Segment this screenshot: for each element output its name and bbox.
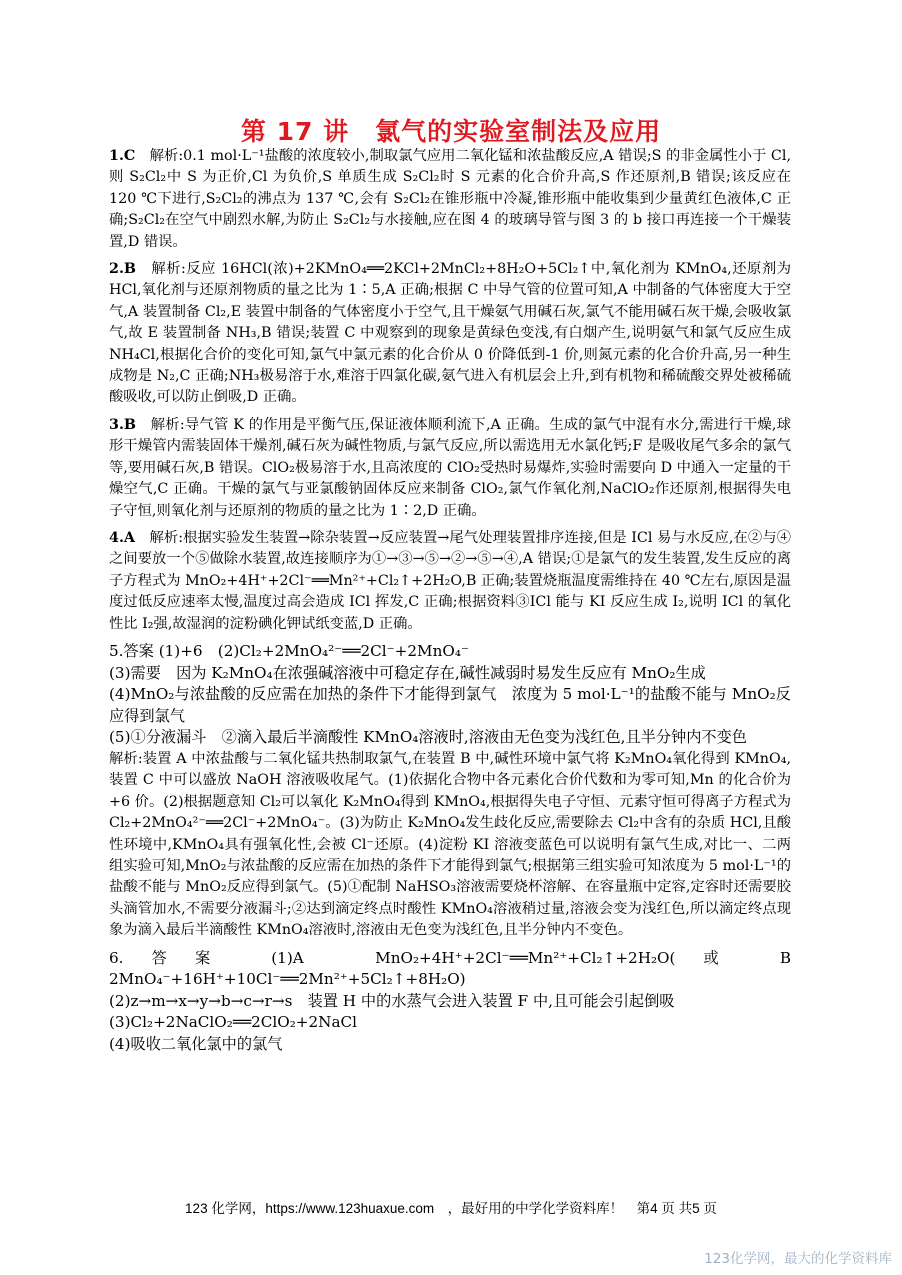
answer5-analysis: 解析:装置 A 中浓盐酸与二氧化锰共热制取氯气,在装置 B 中,碱性环境中氯气将 K₂MnO₄氧化得到 KMnO₄,装置 C 中可以盛放 NaOH 溶液吸收尾气。(1)依据化合物中各元素化合价代数和为零可知,Mn 的化合价为+6 价。(2)根据题意知 Cl₂可以氧化 K₂MnO₄得到 KMnO₄,根据得失电子守恒、元素守恒可得离子方程式为 Cl₂+2MnO₄²⁻══2Cl⁻+2MnO₄⁻。(3)为防止 K₂MnO₄发生歧化反应,需要除去 Cl₂中含有的杂质 HCl,且酸性环境中,KMnO₄具有强氧化性,会被 Cl⁻还原。(4)淀粉 KI 溶液变蓝色可以说明有氯气生成,对比一、二两组实验可知,MnO₂与浓盐酸的反应需在加热的条件下才能得到氯气;根据第三组实验可知浓度为 5 mol·L⁻¹的盐酸不能与 MnO₂反应得到氯气。(5)①配制 NaHSO₃溶液需要烧杯溶解、在容量瓶中定容,定容时还需要胶头滴管加水,不需要分液漏斗;②达到滴定终点时酸性 KMnO₄溶液稍过量,溶液会变为浅红色,所以滴定终点现象为滴入最后半滴酸性 KMnO₄溶液时,溶液由无色变为浅红色,且半分钟内不变色。 [109,750,791,939]
solution-text: 解析:根据实验发生装置→除杂装置→反应装置→尾气处理装置排序连接,但是 ICl 易与水反应,在②与④之间要放一个⑤做除水装置,故连接顺序为①→③→⑤→②→⑤→④,A 错误;①是氯气的发生装置,发生反应的离子方程式为 MnO₂+4H⁺+2Cl⁻══Mn²⁺+Cl₂↑+2H₂O,B 正确;装置烧瓶温度需维持在 40 ℃左右,原因是温度过低反应速率太慢,温度过高会造成 ICl 挥发,C 正确;根据资料③ICl 能与 KI 反应生成 I₂,说明 ICl 的氧化性比 I₂强,故湿润的淀粉碘化钾试纸变蓝,D 正确。 [109,529,791,632]
site-watermark: 123化学网，最大的化学资料库 [704,1251,892,1267]
question-number: 1.C [109,148,136,164]
solution-paragraph-1 [109,146,791,253]
answer5-line-3: (4)MnO₂与浓盐酸的反应需在加热的条件下才能得到氯气 浓度为 5 mol·L⁻¹的盐酸不能与 MnO₂反应得到氯气 [109,685,791,725]
solution-paragraph-4 [109,528,791,635]
answer5-line-2: (3)需要 因为 K₂MnO₄在浓强碱溶液中可稳定存在,碱性减弱时易发生反应有 MnO₂生成 [109,663,706,682]
question-number: 3.B [109,416,137,433]
answer6-line-1: 6.答案 (1)A MnO₂+4H⁺+2Cl⁻══Mn²⁺+Cl₂↑+2H₂O(或 B 2MnO₄⁻+16H⁺+10Cl⁻══2Mn²⁺+5Cl₂↑+8H₂O) [109,948,807,989]
question-number: 4.A [109,529,136,546]
question-number: 2.B [109,261,137,278]
answer6-line-3: (3)Cl₂+2NaClO₂══2ClO₂+2NaCl [109,1013,358,1032]
solution-text: 解析:反应 16HCl(浓)+2KMnO₄══2KCl+2MnCl₂+8H₂O+5Cl₂↑中,氧化剂为 KMnO₄,还原剂为 HCl,氧化剂与还原剂物质的量之比为 1∶5,A 正确;根据 C 中导气管的位置可知,A 中制备的气体密度大于空气,A 装置制备 Cl₂,E 装置中制备的气体密度小于空气,且干燥氨气用碱石灰,氯气不能用碱石灰干燥,会吸收氯气,故 E 装置制备 NH₃,B 错误;装置 C 中观察到的现象是黄绿色变浅,有白烟产生,说明氨气和氯气反应生成 NH₄Cl,根据化合价的变化可知,氯气中氯元素的化合价从 0 价降低到-1 价,则氮元素的化合价升高,另一种生成物是 N₂,C 正确;NH₃极易溶于水,难溶于四氯化碳,氨气进入有机层会上升,到有机物和稀硫酸交界处被稀硫酸吸收,可以防止倒吸,D 正确。 [109,261,791,406]
solution-paragraph-3 [109,415,791,522]
answer5-line-1: 5.答案 (1)+6 (2)Cl₂+2MnO₄²⁻══2Cl⁻+2MnO₄⁻ [109,641,469,660]
solution-text: 解析:0.1 mol·L⁻¹盐酸的浓度较小,制取氯气应用二氧化锰和浓盐酸反应,A 错误;S 的非金属性小于 Cl,则 S₂Cl₂中 S 为正价,Cl 为负价,S 单质生成 S₂Cl₂时 S 元素的化合价升高,S 作还原剂,B 错误;该反应在 120 ℃下进行,S₂Cl₂的沸点为 137 ℃,会有 S₂Cl₂在锥形瓶中冷凝,锥形瓶中能收集到少量黄红色液体,C 正确;S₂Cl₂在空气中剧烈水解,为防止 S₂Cl₂与水接触,应在图 4 的玻璃导管与图 3 的 b 接口再连接一个干燥装置,D 错误。 [109,148,791,250]
solution-content [109,146,807,1056]
solution-paragraph-2 [109,259,791,409]
answer6-line-4: (4)吸收二氧化氯中的氯气 [109,1034,283,1053]
answer6-line-2: (2)z→m→x→y→b→c→r→s 装置 H 中的水蒸气会进入装置 F 中,且可能会引起倒吸 [109,991,675,1010]
page-footer: 123 化学网，https://www.123huaxue.com ，最好用的中学化学资料库！ 第4 页 共5 页 [185,1201,717,1216]
page-title: 第 17 讲 氯气的实验室制法及应用 [240,117,662,146]
answer5-line-4: (5)①分液漏斗 ②滴入最后半滴酸性 KMnO₄溶液时,溶液由无色变为浅红色,且半分钟内不变色 [109,728,747,747]
solution-text: 解析:导气管 K 的作用是平衡气压,保证液体顺利流下,A 正确。生成的氯气中混有水分,需进行干燥,球形干燥管内需装固体干燥剂,碱石灰为碱性物质,与氯气反应,所以需选用无水氯化钙;F 是吸收尾气多余的氯气等,要用碱石灰,B 错误。ClO₂极易溶于水,且高浓度的 ClO₂受热时易爆炸,实验时需要向 D 中通入一定量的干燥空气,C 正确。干燥的氯气与亚氯酸钠固体反应来制备 ClO₂,氯气作氧化剂,NaClO₂作还原剂,根据得失电子守恒,则氧化剂与还原剂的物质的量之比为 1∶2,D 正确。 [109,416,791,519]
